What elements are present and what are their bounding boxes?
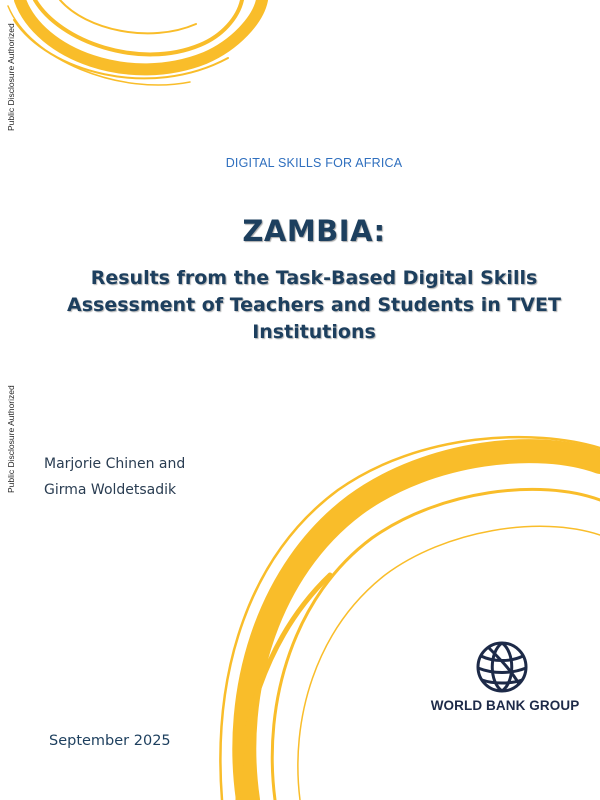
report-subtitle bbox=[34, 265, 594, 346]
disclosure-label-bottom: Public Disclosure Authorized bbox=[6, 385, 16, 493]
subtitle-line: Results from the Task-Based Digital Skills bbox=[90, 267, 538, 289]
authors bbox=[44, 451, 185, 503]
subtitle-line: Institutions bbox=[252, 321, 376, 343]
subtitle-line: Assessment of Teachers and Students in TVET bbox=[67, 294, 561, 316]
author-line: Girma Woldetsadik bbox=[44, 482, 177, 498]
world-bank-group-logo bbox=[420, 640, 590, 720]
disclosure-label-top: Public Disclosure Authorized bbox=[6, 23, 16, 131]
globe-icon bbox=[475, 640, 529, 694]
publication-date: September 2025 bbox=[49, 733, 171, 749]
logo-wordmark: WORLD BANK GROUP bbox=[430, 698, 580, 713]
report-title: ZAMBIA: bbox=[242, 214, 386, 248]
author-line: Marjorie Chinen and bbox=[44, 456, 186, 472]
series-title: DIGITAL SKILLS FOR AFRICA bbox=[225, 156, 403, 170]
